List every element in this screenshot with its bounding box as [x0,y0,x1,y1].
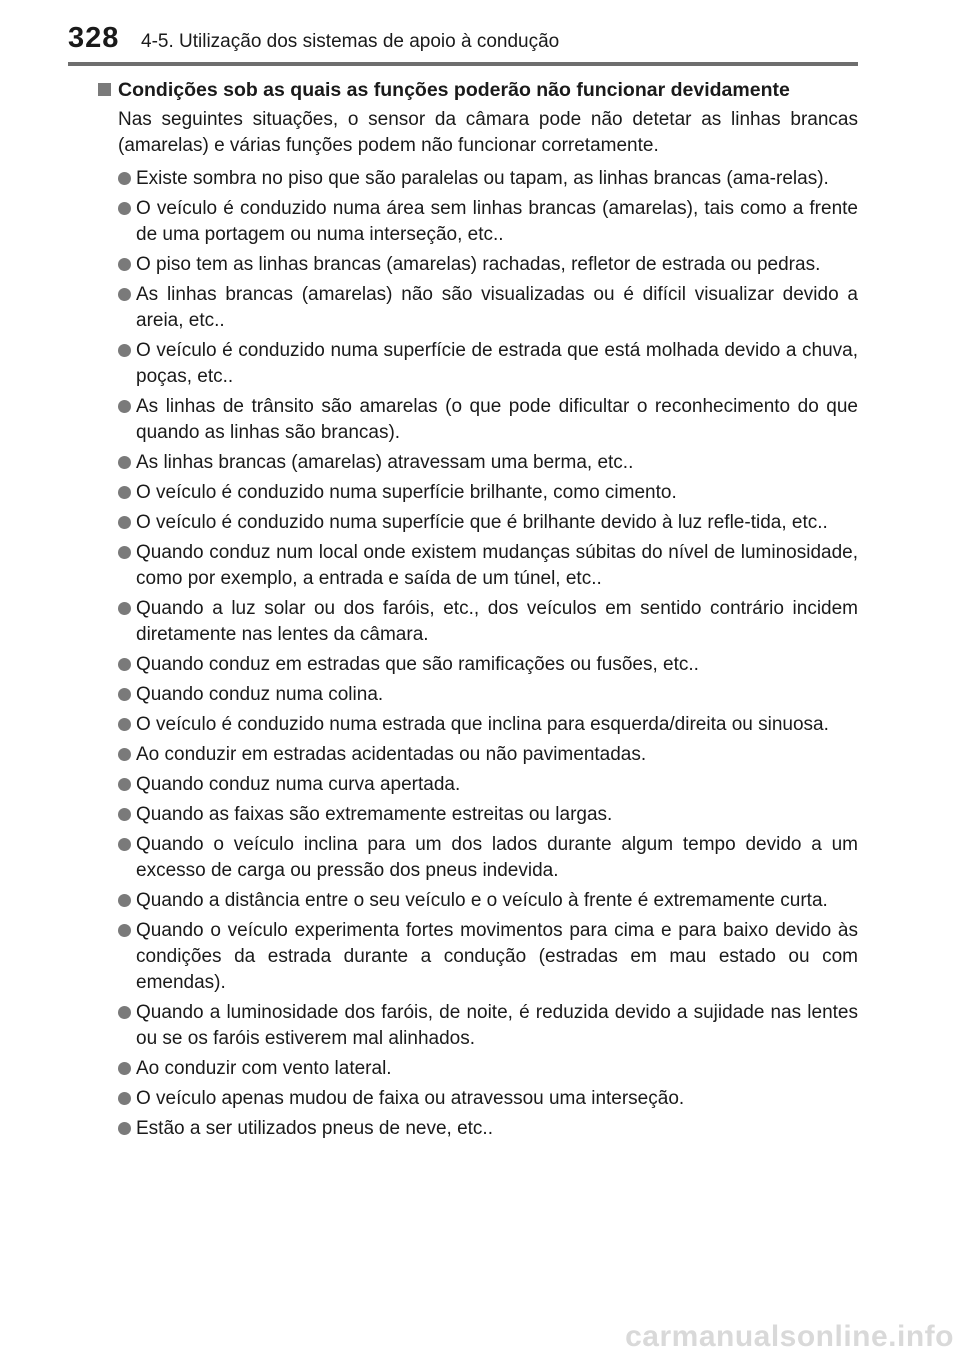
circle-bullet-icon [118,924,131,937]
list-item-text: As linhas brancas (amarelas) atravessam uma berma, etc.. [136,452,634,473]
list-item-text: Quando a distância entre o seu veículo e o veículo à frente é extremamente curta. [136,890,828,911]
circle-bullet-icon [118,838,131,851]
watermark: carmanualsonline.info [625,1320,954,1353]
list-item-text: Quando o veículo inclina para um dos lados durante algum tempo devido a um excesso de carga ou pressão dos pneus indevida. [136,834,858,881]
circle-bullet-icon [118,808,131,821]
circle-bullet-icon [118,456,131,469]
list-item [98,394,858,446]
list-item [98,540,858,592]
circle-bullet-icon [118,400,131,413]
circle-bullet-icon [118,1006,131,1019]
list-item-text: As linhas de trânsito são amarelas (o que pode dificultar o reconhecimento do que quando as linhas são brancas). [136,396,858,443]
list-item [98,282,858,334]
page-header [0,0,960,66]
circle-bullet-icon [118,602,131,615]
list-item-text: O veículo é conduzido numa superfície de estrada que está molhada devido a chuva, poças, etc.. [136,340,858,387]
list-item-text: As linhas brancas (amarelas) não são visualizadas ou é difícil visualizar devido a areia, etc.. [136,284,858,331]
list-item [98,252,858,278]
list-item [98,652,858,678]
list-item-text: Quando conduz num local onde existem mudanças súbitas do nível de luminosidade, como por exemplo, a entrada e saída de um túnel, etc.. [136,542,858,589]
circle-bullet-icon [118,258,131,271]
list-item [98,1000,858,1052]
list-item-text: O veículo é conduzido numa superfície brilhante, como cimento. [136,482,677,503]
list-item [98,596,858,648]
header-divider [68,62,858,66]
page-content [98,77,858,1146]
list-item [98,338,858,390]
circle-bullet-icon [118,486,131,499]
section-title: 4-5. Utilização dos sistemas de apoio à condução [141,31,560,52]
circle-bullet-icon [118,344,131,357]
list-item [98,742,858,768]
list-item-text: Quando o veículo experimenta fortes movimentos para cima e para baixo devido às condições da estrada durante a condução (estradas em mau estado ou com emendas). [136,920,858,993]
list-item [98,510,858,536]
circle-bullet-icon [118,1062,131,1075]
list-item [98,888,858,914]
circle-bullet-icon [118,172,131,185]
circle-bullet-icon [118,894,131,907]
list-item-text: Quando conduz numa colina. [136,684,384,705]
list-item-text: Quando a luminosidade dos faróis, de noite, é reduzida devido a sujidade nas lentes ou se os faróis estiverem mal alinhados. [136,1002,858,1049]
list-item-text: Existe sombra no piso que são paralelas ou tapam, as linhas brancas (ama-relas). [136,168,829,189]
list-item-text: O veículo é conduzido numa superfície que é brilhante devido à luz refle-tida, etc.. [136,512,828,533]
list-item [98,450,858,476]
list-item [98,196,858,248]
list-item [98,772,858,798]
page-number: 328 [68,22,120,54]
list-item [98,802,858,828]
list-item [98,712,858,738]
list-item-text: Ao conduzir com vento lateral. [136,1058,392,1079]
section-heading-text: Condições sob as quais as funções poderão não funcionar devidamente [118,79,790,101]
list-item-text: Quando a luz solar ou dos faróis, etc., dos veículos em sentido contrário incidem diretamente nas lentes da câmara. [136,598,858,645]
list-item-text: O piso tem as linhas brancas (amarelas) rachadas, refletor de estrada ou pedras. [136,254,821,275]
list-item-text: O veículo é conduzido numa estrada que inclina para esquerda/direita ou sinuosa. [136,714,829,735]
circle-bullet-icon [118,778,131,791]
list-item [98,682,858,708]
list-item-text: O veículo é conduzido numa área sem linhas brancas (amarelas), tais como a frente de uma portagem ou numa interseção, etc.. [136,198,858,245]
circle-bullet-icon [118,516,131,529]
list-item-text: Estão a ser utilizados pneus de neve, etc.. [136,1118,493,1139]
list-item [98,480,858,506]
circle-bullet-icon [118,748,131,761]
list-item [98,166,858,192]
list-item-text: Quando conduz numa curva apertada. [136,774,461,795]
list-item [98,1116,858,1142]
square-bullet-icon [98,83,111,96]
list-item-text: Quando as faixas são extremamente estreitas ou largas. [136,804,613,825]
circle-bullet-icon [118,1092,131,1105]
section-heading [98,77,858,104]
list-item-text: Ao conduzir em estradas acidentadas ou não pavimentadas. [136,744,647,765]
circle-bullet-icon [118,546,131,559]
list-item-text: O veículo apenas mudou de faixa ou atravessou uma interseção. [136,1088,685,1109]
list-item [98,918,858,996]
condition-list [98,166,858,1142]
list-item [98,1056,858,1082]
circle-bullet-icon [118,288,131,301]
circle-bullet-icon [118,1122,131,1135]
circle-bullet-icon [118,202,131,215]
intro-paragraph: Nas seguintes situações, o sensor da câmara pode não detetar as linhas brancas (amarelas) e várias funções podem não funcionar corretamente. [118,109,858,156]
list-item [98,1086,858,1112]
list-item-text: Quando conduz em estradas que são ramificações ou fusões, etc.. [136,654,699,675]
circle-bullet-icon [118,688,131,701]
circle-bullet-icon [118,658,131,671]
circle-bullet-icon [118,718,131,731]
list-item [98,832,858,884]
